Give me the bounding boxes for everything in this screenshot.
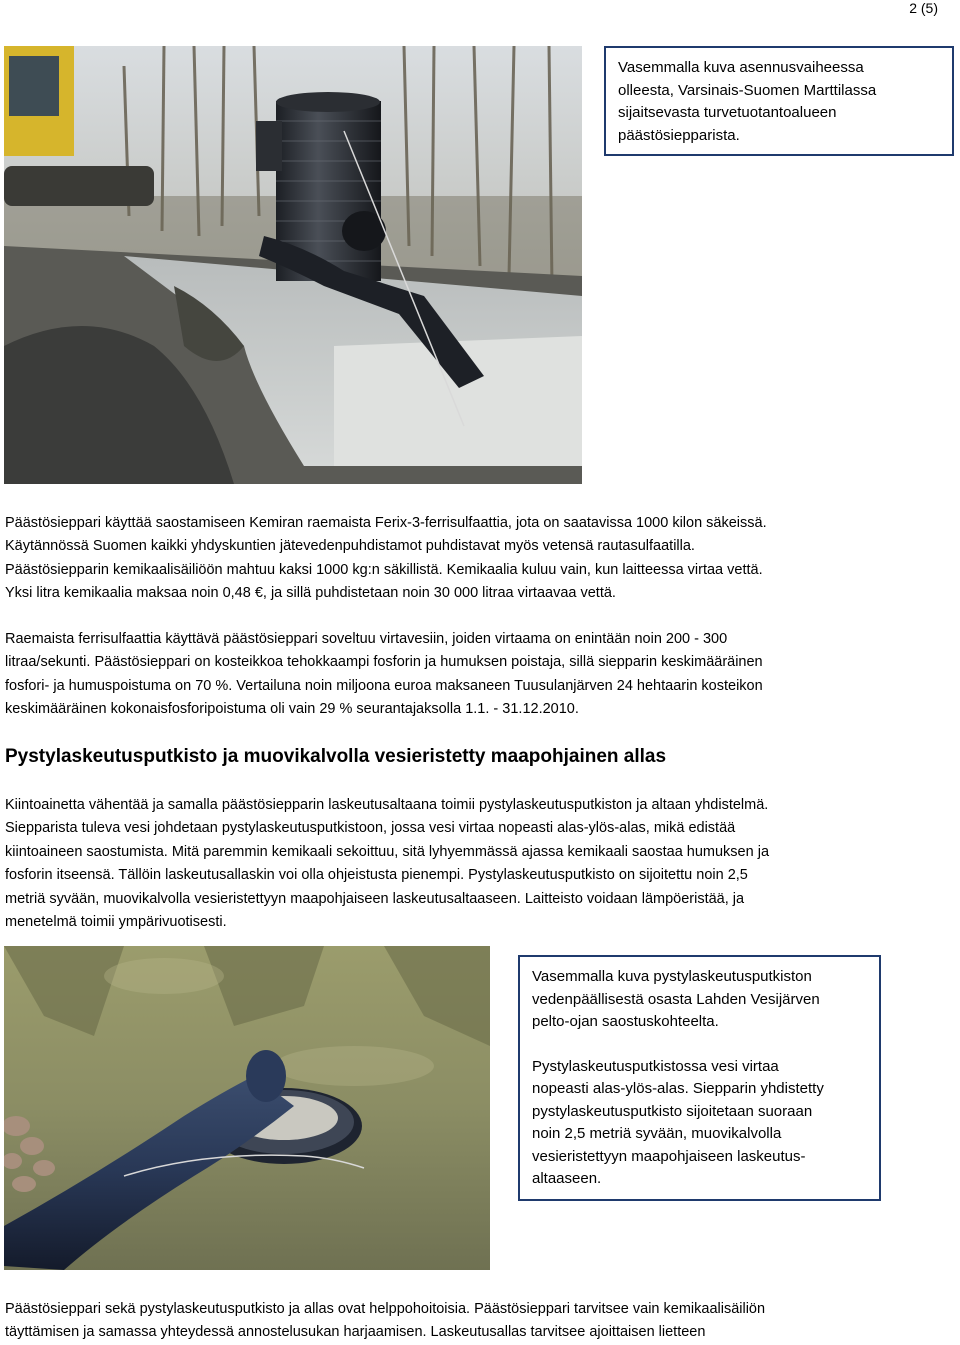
text-line: Käytännössä Suomen kaikki yhdyskuntien jätevedenpuhdistamot puhdistavat myös vetensä rautasulfaatilla. (5, 538, 695, 555)
text-line: Yksi litra kemikaalia maksaa noin 0,48 €, ja sillä puhdistetaan noin 30 000 litraa virtaavaa vettä. (5, 585, 616, 602)
text-line: Kiintoainetta vähentää ja samalla päästösiepparin laskeutusaltaana toimii pystylaskeutusputkiston ja altaan yhdistelmä. (5, 797, 769, 813)
photo-caption-2 (518, 955, 881, 1201)
text-line: menetelmä toimii ympärivuotisesti. (5, 914, 227, 931)
caption-line: noin 2,5 metriä syvään, muovikalvolla (532, 1125, 782, 1142)
paragraph-efficiency (5, 628, 763, 722)
text-line: Päästösieppari sekä pystylaskeutusputkisto ja allas ovat helppohoitoisia. Päästösieppari tarvitsee vain kemikaalisäiliön (5, 1301, 766, 1317)
section-heading: Pystylaskeutusputkisto ja muovikalvolla vesieristetty maapohjainen allas (5, 746, 667, 767)
caption-line: vedenpäällisestä osasta Lahden Vesijärven (532, 990, 820, 1008)
text-line: fosfori- ja humuspoistuma on 70 %. Vertailuna noin miljoona euroa maksaneen Tuusulanjärven 24 hehtaarin kosteikon (5, 677, 763, 694)
text-line: kiintoaineen saostumista. Mitä paremmin kemikaali sekoittuu, sitä lyhyemmässä ajassa kemikaali saostaa humuksen ja (5, 843, 770, 860)
text-line: fosforin itseensä. Tällöin laskeutusallaskin voi olla ohjeistusta pienempi. Pystylaskeutusputkisto on sijoitettu noin 2,5 (5, 867, 748, 884)
text-line: Siepparista tuleva vesi johdetaan pystylaskeutusputkistoon, jossa vesi virtaa nopeasti alas-ylös-alas, mikä edistää (5, 820, 736, 837)
caption-line: nopeasti alas-ylös-alas. Siepparin yhdistetty (532, 1080, 824, 1097)
photo-caption-1 (604, 46, 954, 156)
caption-line: pelto-ojan saostuskohteelta. (532, 1013, 719, 1030)
caption-line: Pystylaskeutusputkistossa vesi virtaa (532, 1057, 779, 1075)
text-line: keskimääräinen kokonaisfosforipoistuma oli vain 29 % seurantajaksolla 1.1. - 31.12.2010. (5, 701, 579, 718)
caption-line: Vasemmalla kuva asennusvaiheessa (618, 59, 864, 76)
settling-pipe-photo (4, 946, 490, 1270)
text-line: Päästösiepparin kemikaalisäiliöön mahtuu kaksi 1000 kg:n säkillistä. Kemikaalia kuluu vain, kun laitteessa virtaa vettä. (5, 561, 763, 578)
caption-line: sijaitsevasta turvetuotantoalueen (618, 104, 837, 121)
caption-line: olleesta, Varsinais-Suomen Marttilassa (618, 81, 877, 99)
paragraph-settling (5, 794, 769, 934)
text-line: metriä syvään, muovikalvolla vesieristettyyn maapohjaiseen laskeutusaltaaseen. Laitteisto voidaan lämpöeristää, ja (5, 890, 745, 907)
paragraph-chemicals (5, 512, 767, 606)
caption-line: pystylaskeutusputkisto sijoitetaan suoraan (532, 1102, 813, 1120)
caption-line: Vasemmalla kuva pystylaskeutusputkiston (532, 968, 812, 985)
text-line: täyttämisen ja samassa yhteydessä annostelusukan harjaamisen. Laskeutusallas tarvitsee ajoittaisen lietteen (5, 1324, 706, 1341)
caption-line: altaaseen. (532, 1170, 602, 1187)
caption-line: päästösiepparista. (618, 126, 740, 144)
caption-line: vesieristettyyn maapohjaiseen laskeutus- (532, 1147, 806, 1165)
page-number: 2 (5) (909, 0, 938, 16)
paragraph-maintenance (5, 1298, 765, 1345)
text-line: litraa/sekunti. Päästösieppari on kosteikkoa tehokkaampi fosforin ja humuksen poistaja, sillä siepparin keskimääräinen (5, 654, 763, 671)
installation-photo (4, 46, 582, 484)
text-line: Raemaista ferrisulfaattia käyttävä päästösieppari soveltuu virtavesiin, joiden virtaama on enintään noin 200 - 300 (5, 631, 728, 647)
text-line: Päästösieppari käyttää saostamiseen Kemiran raemaista Ferix-3-ferrisulfaattia, jota on saatavissa 1000 kilon säkeissä. (5, 515, 767, 531)
